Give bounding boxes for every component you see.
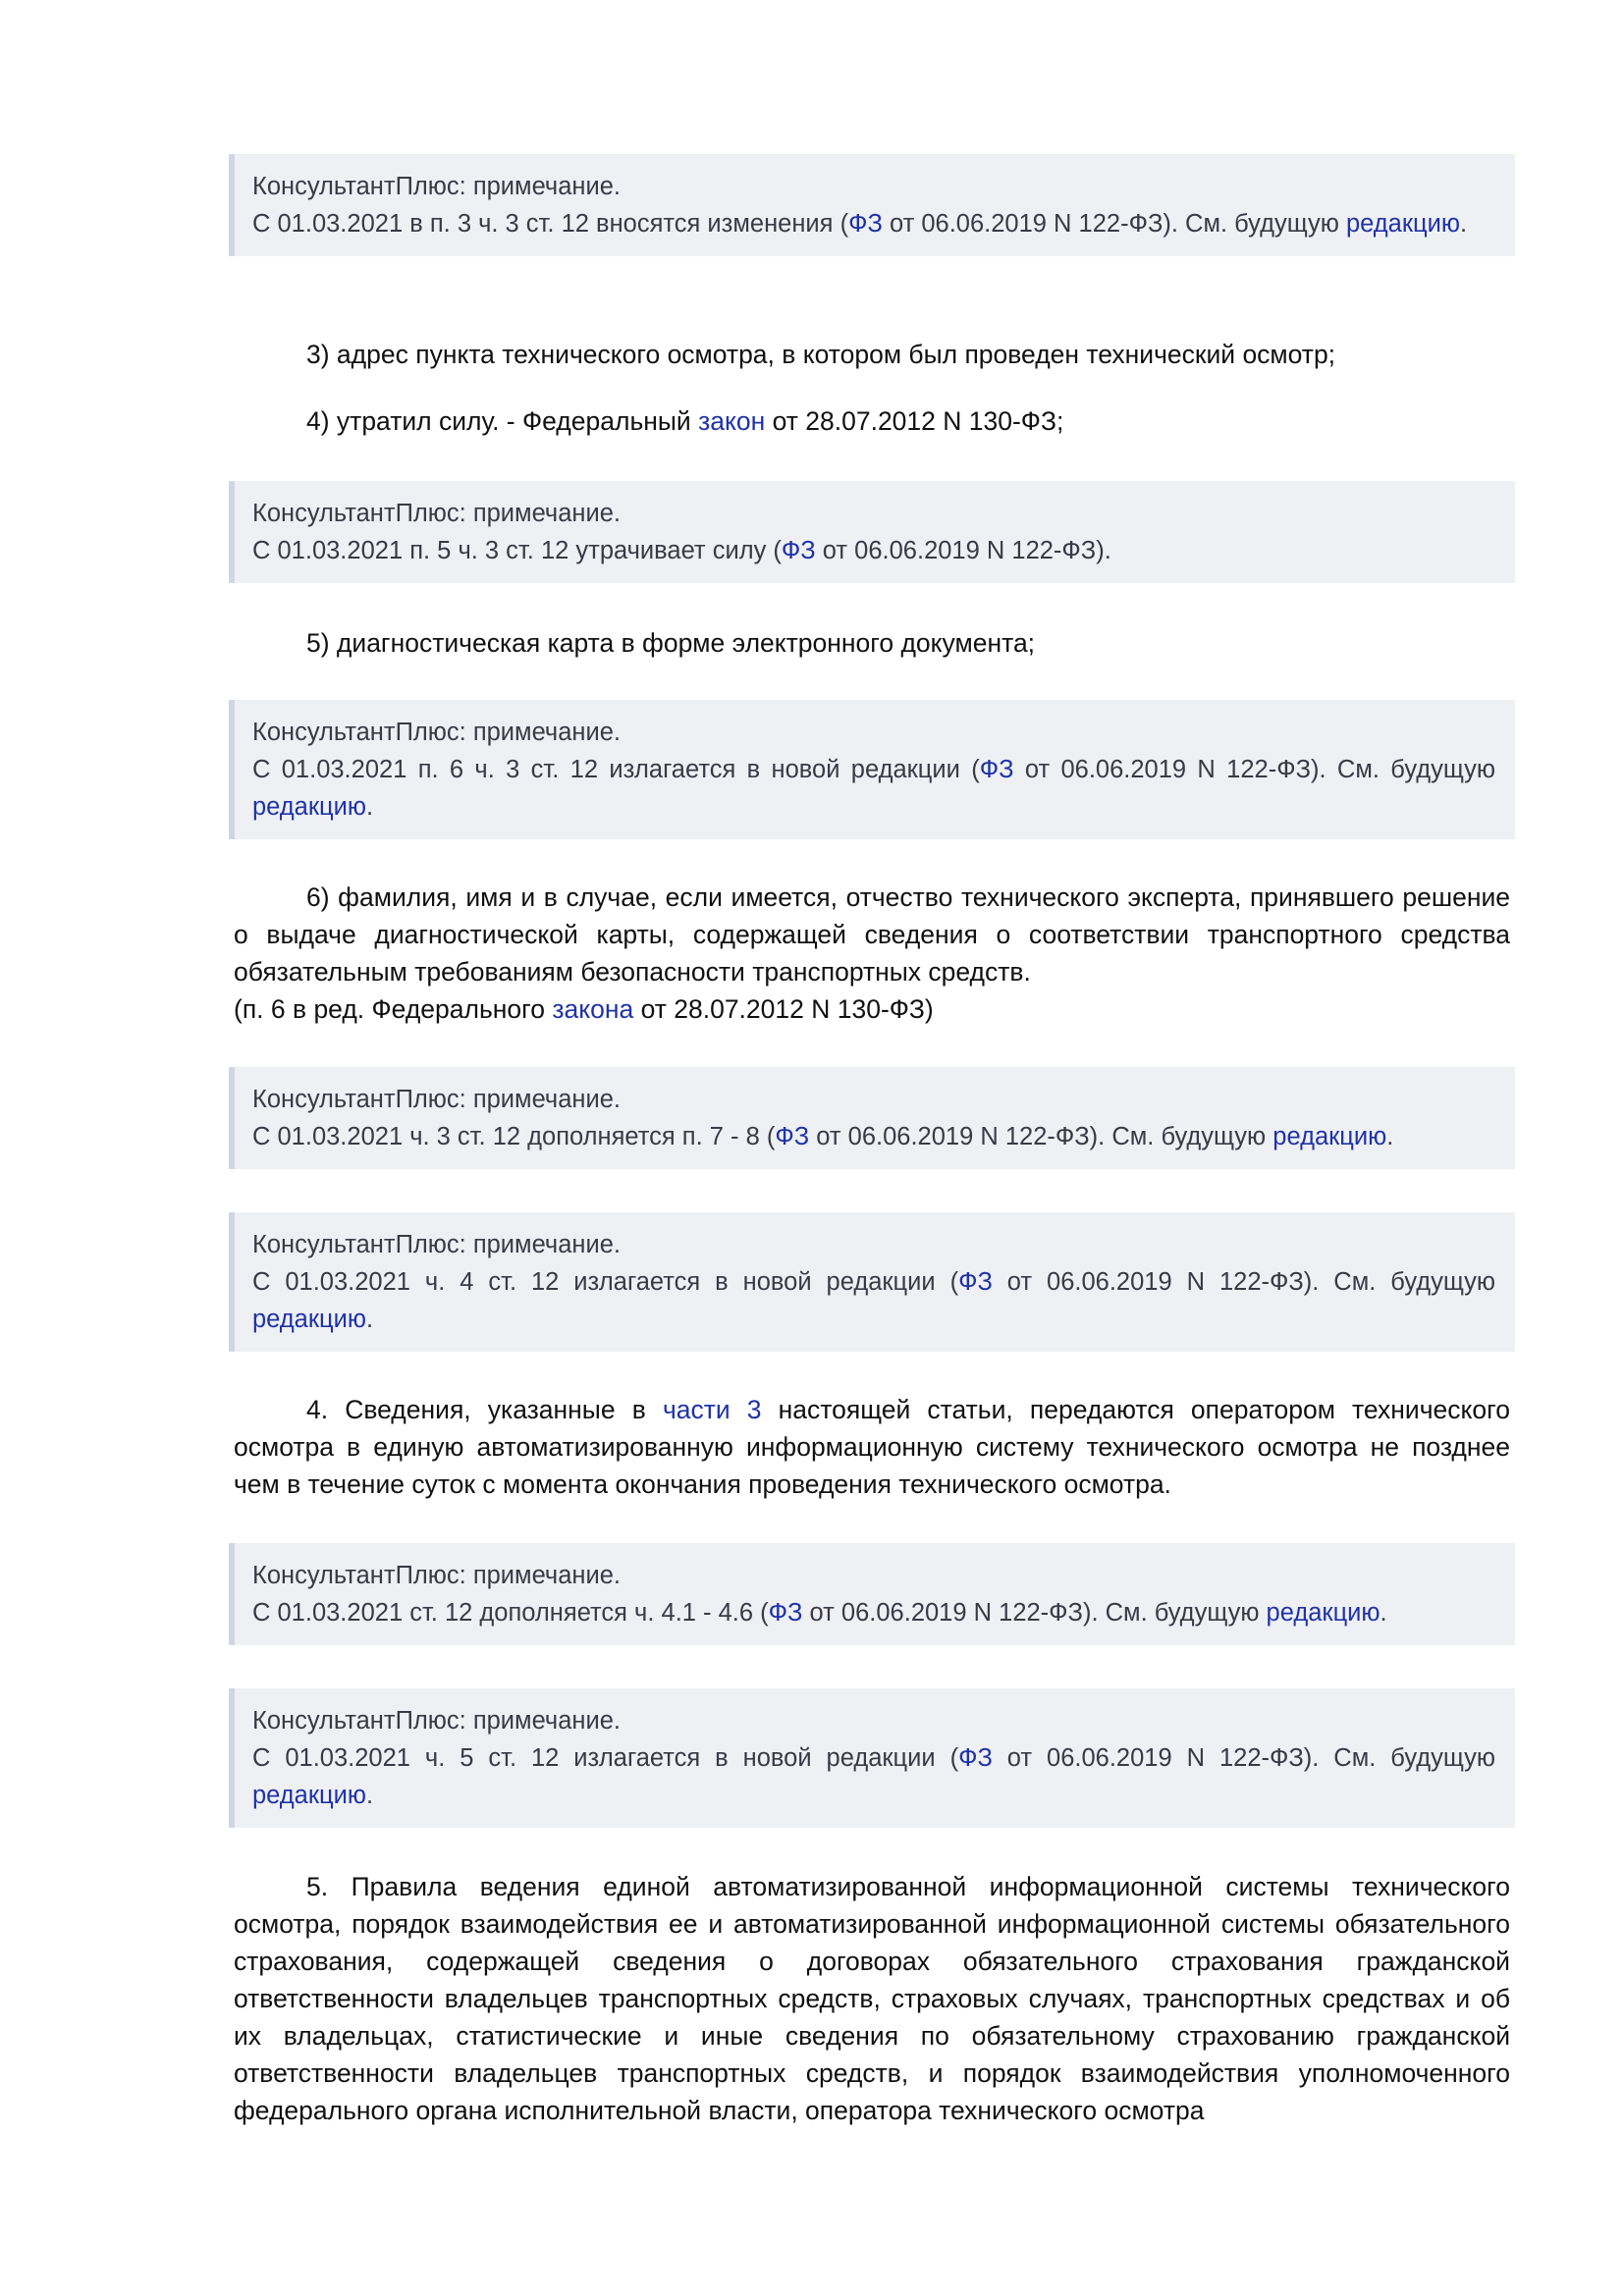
- note-body: С 01.03.2021 ч. 5 ст. 12 излагается в новой редакции (ФЗ от 06.06.2019 N 122-ФЗ). См. будущую редакцию.: [252, 1744, 1495, 1809]
- note-title: КонсультантПлюс: примечание.: [252, 719, 621, 746]
- part-4: 4. Сведения, указанные в части 3 настоящей статьи, передаются оператором технического осмотра в единую автоматизированную информационную систему технического осмотра не позднее чем в течение суток с момента окончания проведения технического осмотра.: [234, 1395, 1510, 1499]
- item-5: 5) диагностическая карта в форме электронного документа;: [306, 628, 1036, 658]
- consultant-note: [229, 481, 1515, 583]
- fz-link[interactable]: ФЗ: [848, 210, 883, 238]
- item-6: 6) фамилия, имя и в случае, если имеется, отчество технического эксперта, принявшего решение о выдаче диагностической карты, содержащей сведения о соответствии транспортного средства обязательным требованиям безопасности транспортных средств.: [234, 882, 1510, 987]
- item-4: 4) утратил силу. - Федеральный закон от 28.07.2012 N 130-ФЗ;: [306, 406, 1064, 436]
- fz-link[interactable]: ФЗ: [958, 1744, 993, 1772]
- consultant-note: [229, 1067, 1515, 1169]
- redaction-link[interactable]: редакцию: [1345, 210, 1460, 238]
- redaction-link[interactable]: редакцию: [1272, 1123, 1387, 1150]
- law-link[interactable]: закона: [552, 994, 634, 1024]
- redaction-link[interactable]: редакцию: [252, 793, 366, 821]
- note-body: С 01.03.2021 ч. 4 ст. 12 излагается в новой редакции (ФЗ от 06.06.2019 N 122-ФЗ). См. будущую редакцию.: [252, 1268, 1495, 1333]
- consultant-note: [229, 1543, 1515, 1645]
- note-title: КонсультантПлюс: примечание.: [252, 1707, 621, 1735]
- fz-link[interactable]: ФЗ: [979, 756, 1014, 783]
- fz-link[interactable]: ФЗ: [781, 537, 816, 564]
- redaction-link[interactable]: редакцию: [1266, 1599, 1380, 1627]
- note-body: С 01.03.2021 ч. 3 ст. 12 дополняется п. 7 - 8 (ФЗ от 06.06.2019 N 122-ФЗ). См. будущую редакцию.: [252, 1123, 1394, 1150]
- consultant-note: [229, 700, 1515, 839]
- consultant-note: [229, 1688, 1515, 1828]
- fz-link[interactable]: ФЗ: [958, 1268, 993, 1296]
- redaction-link[interactable]: редакцию: [252, 1306, 366, 1333]
- item-3: 3) адрес пункта технического осмотра, в котором был проведен технический осмотр;: [306, 340, 1336, 369]
- note-title: КонсультантПлюс: примечание.: [252, 500, 621, 527]
- part-5: 5. Правила ведения единой автоматизированной информационной системы технического осмотра, порядок взаимодействия ее и автоматизированной информационной системы обязательного страхования, содержащей сведения о договорах обязательного страхования гражданской ответственности владельцев транспортных средств, страховых случаях, транспортных средствах и об их владельцах, статистические и иные сведения по обязательному страхованию гражданской ответственности владельцев транспортных средств, и порядок взаимодействия уполномоченного федерального органа исполнительной власти, оператора технического осмотра: [234, 1872, 1510, 2125]
- redaction-link[interactable]: редакцию: [252, 1782, 366, 1809]
- note-title: КонсультантПлюс: примечание.: [252, 1086, 621, 1113]
- item-6-amendment: (п. 6 в ред. Федерального закона от 28.07.2012 N 130-ФЗ): [234, 994, 934, 1024]
- note-body: С 01.03.2021 п. 5 ч. 3 ст. 12 утрачивает силу (ФЗ от 06.06.2019 N 122-ФЗ).: [252, 537, 1111, 564]
- note-body: С 01.03.2021 ст. 12 дополняется ч. 4.1 - 4.6 (ФЗ от 06.06.2019 N 122-ФЗ). См. будущую редакцию.: [252, 1599, 1387, 1627]
- note-body: С 01.03.2021 п. 6 ч. 3 ст. 12 излагается в новой редакции (ФЗ от 06.06.2019 N 122-ФЗ). См. будущую редакцию.: [252, 756, 1495, 821]
- law-link[interactable]: закон: [698, 406, 766, 436]
- note-title: КонсультантПлюс: примечание.: [252, 173, 621, 200]
- consultant-note: [229, 1212, 1515, 1352]
- consultant-note: [229, 154, 1515, 256]
- note-body: С 01.03.2021 в п. 3 ч. 3 ст. 12 вносятся изменения (ФЗ от 06.06.2019 N 122-ФЗ). См. будущую редакцию.: [252, 210, 1468, 238]
- note-title: КонсультантПлюс: примечание.: [252, 1231, 621, 1258]
- note-title: КонсультантПлюс: примечание.: [252, 1562, 621, 1589]
- fz-link[interactable]: ФЗ: [768, 1599, 803, 1627]
- fz-link[interactable]: ФЗ: [775, 1123, 810, 1150]
- part-3-link[interactable]: части 3: [662, 1395, 762, 1424]
